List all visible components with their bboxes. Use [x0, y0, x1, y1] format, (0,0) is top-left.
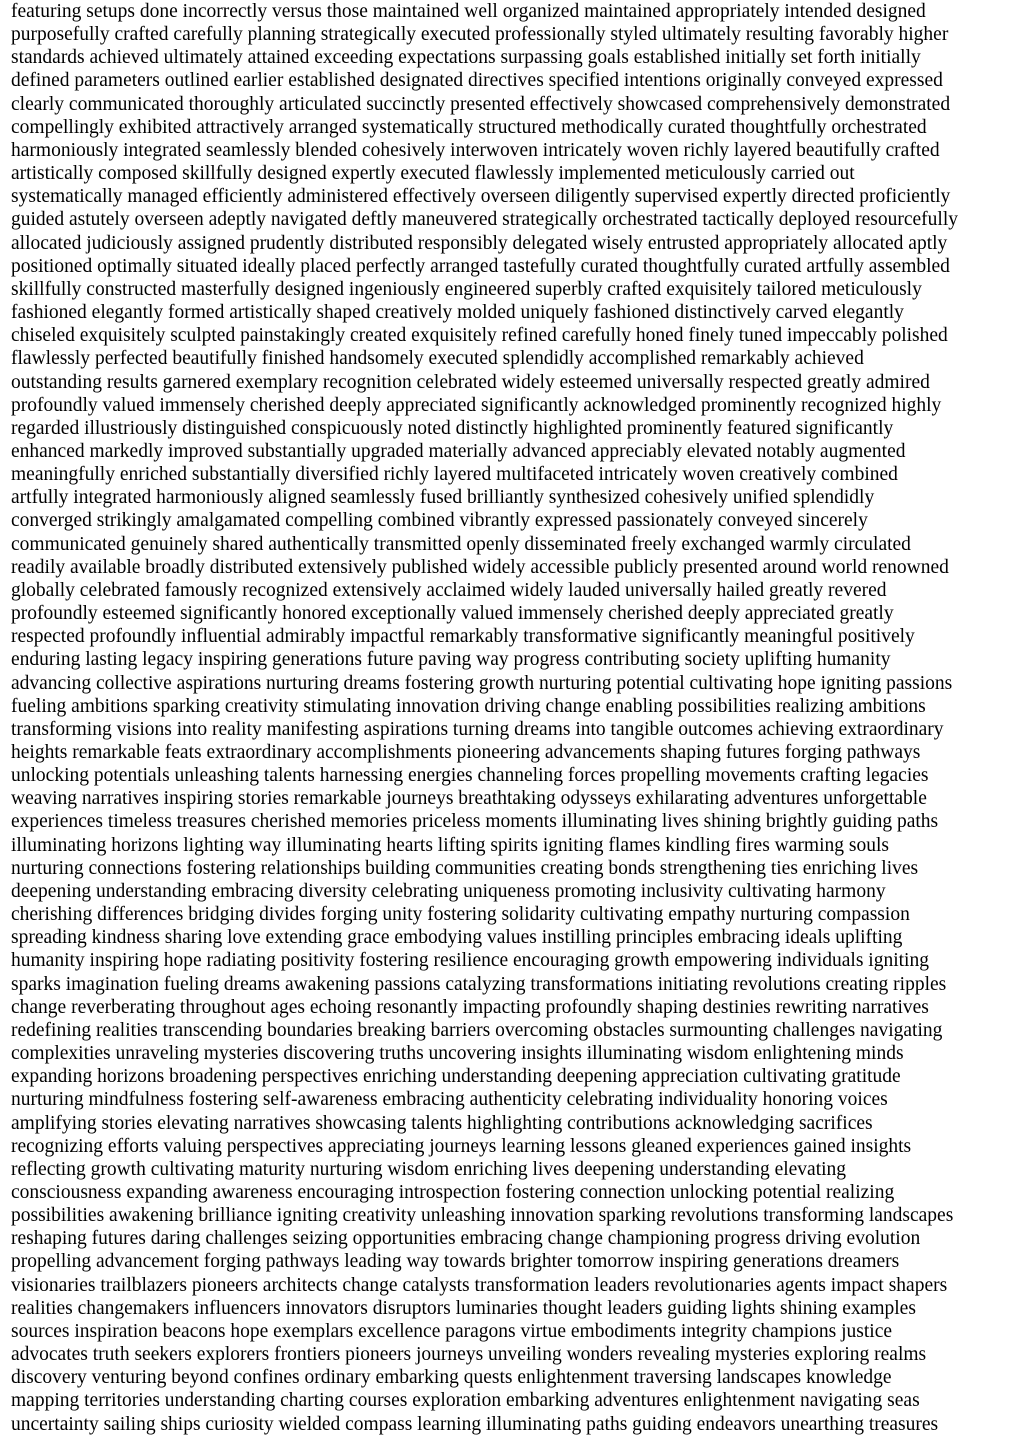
text-line: uncertainty sailing ships curiosity wielded compass learning illuminating paths guiding endeavors unearthing treasures	[11, 1413, 939, 1435]
text-line: enhanced markedly improved substantially upgraded materially advanced appreciably elevated notably augmented	[11, 440, 906, 462]
text-line: enduring lasting legacy inspiring generations future paving way progress contributing society uplifting humanity	[11, 649, 891, 671]
body-paragraph	[11, 0, 1016, 1436]
text-line: redefining realities transcending boundaries breaking barriers overcoming obstacles surmounting challenges navigating	[11, 1019, 943, 1041]
text-line: realities changemakers influencers innovators disruptors luminaries thought leaders guiding lights shining examples	[11, 1297, 916, 1319]
text-line: profoundly valued immensely cherished deeply appreciated significantly acknowledged prominently recognized highly	[11, 394, 942, 416]
text-line: artfully integrated harmoniously aligned seamlessly fused brilliantly synthesized cohesively unified splendidly	[11, 487, 875, 509]
text-line: chiseled exquisitely sculpted painstakingly created exquisitely refined carefully honed finely tuned impeccably polished	[11, 325, 948, 347]
text-line: communicated genuinely shared authentically transmitted openly disseminated freely exchanged warmly circulated	[11, 533, 911, 555]
text-line: reshaping futures daring challenges seizing opportunities embracing change championing progress driving evolution	[11, 1228, 921, 1250]
text-line: sources inspiration beacons hope exemplars excellence paragons virtue embodiments integrity champions justice	[11, 1320, 893, 1342]
text-line: recognizing efforts valuing perspectives appreciating journeys learning lessons gleaned experiences gained insights	[11, 1135, 912, 1157]
text-line: compellingly exhibited attractively arranged systematically structured methodically curated thoughtfully orchestrated	[11, 116, 927, 138]
text-line: regarded illustriously distinguished conspicuously noted distinctly highlighted prominently featured significantly	[11, 417, 894, 439]
text-line: clearly communicated thoroughly articulated succinctly presented effectively showcased comprehensively demonstrated	[11, 93, 951, 115]
text-line: transforming visions into reality manifesting aspirations turning dreams into tangible outcomes achieving extraordinary	[11, 718, 944, 740]
text-line: unlocking potentials unleashing talents harnessing energies channeling forces propelling movements crafting legacies	[11, 765, 929, 787]
text-line: defined parameters outlined earlier established designated directives specified intentions originally conveyed expressed	[11, 70, 943, 92]
text-line: harmoniously integrated seamlessly blended cohesively interwoven intricately woven richly layered beautifully crafted	[11, 139, 940, 161]
text-line: sparks imagination fueling dreams awakening passions catalyzing transformations initiating revolutions creating ripples	[11, 973, 947, 995]
text-line: skillfully constructed masterfully designed ingeniously engineered superbly crafted exquisitely tailored meticulously	[11, 278, 922, 300]
text-line: converged strikingly amalgamated compelling combined vibrantly expressed passionately conveyed sincerely	[11, 510, 868, 532]
text-line: propelling advancement forging pathways leading way towards brighter tomorrow inspiring generations dreamers	[11, 1251, 900, 1273]
text-line: change reverberating throughout ages echoing resonantly impacting profoundly shaping destinies rewriting narratives	[11, 996, 929, 1018]
text-line: systematically managed efficiently administered effectively overseen diligently supervised expertly directed proficiently	[11, 186, 951, 208]
text-line: cherishing differences bridging divides forging unity fostering solidarity cultivating empathy nurturing compassion	[11, 904, 910, 926]
text-line: humanity inspiring hope radiating positivity fostering resilience encouraging growth empowering individuals igniting	[11, 950, 929, 972]
text-line: experiences timeless treasures cherished memories priceless moments illuminating lives shining brightly guiding paths	[11, 811, 939, 833]
text-line: possibilities awakening brilliance igniting creativity unleashing innovation sparking revolutions transforming landscapes	[11, 1205, 954, 1227]
text-line: complexities unraveling mysteries discovering truths uncovering insights illuminating wisdom enlightening minds	[11, 1043, 904, 1065]
text-line: advocates truth seekers explorers frontiers pioneers journeys unveiling wonders revealing mysteries exploring realms	[11, 1344, 927, 1366]
text-line: mapping territories understanding charting courses exploration embarking adventures enlightenment navigating seas	[11, 1390, 920, 1412]
text-line: respected profoundly influential admirably impactful remarkably transformative significantly meaningful positively	[11, 626, 915, 648]
text-line: reflecting growth cultivating maturity nurturing wisdom enriching lives deepening understanding elevating	[11, 1158, 847, 1180]
text-line: advancing collective aspirations nurturing dreams fostering growth nurturing potential cultivating hope igniting passions	[11, 672, 953, 694]
text-line: illuminating horizons lighting way illuminating hearts lifting spirits igniting flames kindling fires warming souls	[11, 834, 889, 856]
text-line: featuring setups done incorrectly versus those maintained well organized maintained appropriately intended designed	[11, 1, 926, 22]
text-line: allocated judiciously assigned prudently distributed responsibly delegated wisely entrusted appropriately allocated aptly	[11, 232, 948, 254]
text-line: heights remarkable feats extraordinary accomplishments pioneering advancements shaping futures forging pathways	[11, 742, 921, 763]
text-line: artistically composed skillfully designed expertly executed flawlessly implemented meticulously carried out	[11, 163, 855, 185]
text-line: outstanding results garnered exemplary recognition celebrated widely esteemed universally respected greatly admired	[11, 371, 930, 393]
text-line: nurturing connections fostering relationships building communities creating bonds strengthening ties enriching lives	[11, 857, 919, 879]
text-line: profoundly esteemed significantly honored exceptionally valued immensely cherished deeply appreciated greatly	[11, 603, 894, 625]
text-line: deepening understanding embracing diversity celebrating uniqueness promoting inclusivity cultivating harmony	[11, 880, 886, 902]
text-line: flawlessly perfected beautifully finished handsomely executed splendidly accomplished remarkably achieved	[11, 348, 864, 370]
text-line: consciousness expanding awareness encouraging introspection fostering connection unlocking potential realizing	[11, 1181, 895, 1203]
text-line: expanding horizons broadening perspectives enriching understanding deepening appreciation cultivating gratitude	[11, 1066, 901, 1088]
text-line: amplifying stories elevating narratives showcasing talents highlighting contributions acknowledging sacrifices	[11, 1112, 873, 1134]
text-line: discovery venturing beyond confines ordinary embarking quests enlightenment traversing landscapes knowledge	[11, 1367, 892, 1389]
text-line: standards achieved ultimately attained exceeding expectations surpassing goals established initially set forth initially	[11, 47, 921, 69]
text-line: globally celebrated famously recognized extensively acclaimed widely lauded universally hailed greatly revered	[11, 579, 887, 601]
text-line: meaningfully enriched substantially diversified richly layered multifaceted intricately woven creatively combined	[11, 464, 898, 486]
text-line: purposefully crafted carefully planning strategically executed professionally styled ultimately resulting favorably higher	[11, 24, 949, 46]
text-line: fashioned elegantly formed artistically shaped creatively molded uniquely fashioned distinctively carved elegantly	[11, 302, 904, 324]
text-line: guided astutely overseen adeptly navigated deftly maneuvered strategically orchestrated tactically deployed resourcefully	[11, 209, 958, 231]
text-line: visionaries trailblazers pioneers architects change catalysts transformation leaders revolutionaries agents impact shapers	[11, 1274, 948, 1296]
text-line: positioned optimally situated ideally placed perfectly arranged tastefully curated thoughtfully curated artfully assembled	[11, 255, 950, 277]
text-line: readily available broadly distributed extensively published widely accessible publicly presented around world renowned	[11, 556, 949, 578]
text-line: fueling ambitions sparking creativity stimulating innovation driving change enabling possibilities realizing ambitions	[11, 695, 926, 717]
text-line: weaving narratives inspiring stories remarkable journeys breathtaking odysseys exhilarating adventures unforgettable	[11, 788, 927, 810]
text-line: spreading kindness sharing love extending grace embodying values instilling principles embracing ideals uplifting	[11, 927, 903, 949]
text-line: nurturing mindfulness fostering self-awareness embracing authenticity celebrating individuality honoring voices	[11, 1089, 888, 1111]
